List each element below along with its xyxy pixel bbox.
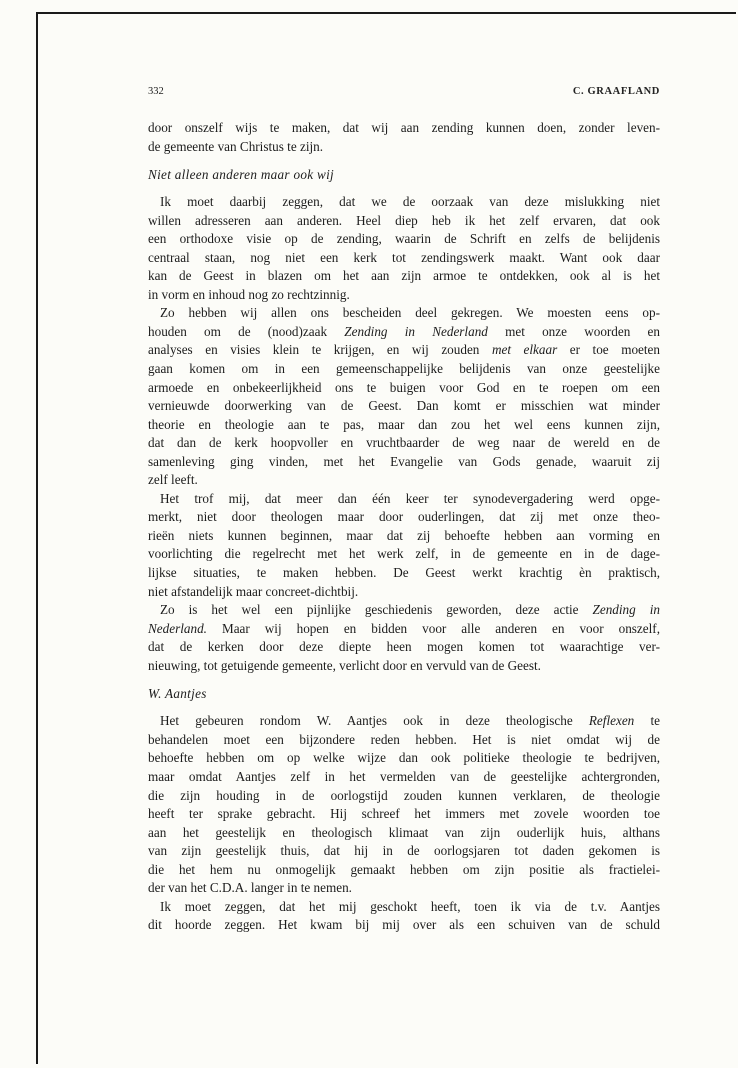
paragraph bbox=[148, 601, 660, 675]
text-line: theorie en theologie aan te pas, maar dan zou het wel eens kunnen zijn, bbox=[148, 416, 660, 432]
text-line: van zijn geestelijk thuis, dat hij in de oorlogsjaren tot daden gekomen is bbox=[148, 843, 660, 859]
text-line: nieuwing, tot getuigende gemeente, verlicht door en vervuld van de Geest. bbox=[148, 657, 541, 673]
article-body bbox=[148, 119, 660, 935]
text-line: dat dan de kerk hoopvoller en vruchtbaarder de weg naar de wereld en de bbox=[148, 435, 660, 451]
text-line: aan het geestelijk en theologisch klimaat van zijn ouderlijk huis, althans bbox=[148, 824, 660, 840]
paragraph bbox=[148, 898, 660, 935]
running-author: C. GRAAFLAND bbox=[572, 86, 660, 97]
italic-term: Zending in bbox=[592, 602, 660, 618]
text-line: die het hem nu onmogelijk gemaakt hebben om zijn positie als fractielei- bbox=[148, 861, 660, 877]
paragraph bbox=[148, 119, 660, 156]
page-number: 332 bbox=[148, 86, 164, 97]
text-line: rieën niets kunnen beginnen, maar dat zij behoefte hebben aan vorming en bbox=[148, 527, 660, 543]
text-line: lijkse situaties, te maken hebben. De Geest werkt krachtig èn praktisch, bbox=[148, 565, 660, 581]
text-line: vernieuwde doorwerking van de Geest. Dan komt er misschien wat minder bbox=[148, 398, 660, 414]
text-line: analyses en visies klein te krijgen, en wij zouden met elkaar er toe moeten bbox=[148, 342, 661, 358]
text-line: heeft ter sprake gebracht. Hij schreef het immers met zovele woorden toe bbox=[148, 806, 660, 822]
text-line: niet afstandelijk maar concreet-dichtbij. bbox=[148, 583, 359, 599]
italic-term: Reflexen bbox=[588, 713, 635, 729]
text-line: gaan komen om in een gemeenschappelijke belijdenis van onze geestelijke bbox=[148, 361, 660, 377]
text-line: Zo hebben wij allen ons bescheiden deel gekregen. We moesten eens op- bbox=[160, 305, 660, 321]
text-line: voorlichting die regelrecht met het werk zelf, in de gemeente en in de dage- bbox=[148, 546, 660, 562]
text-line: dat de kerken door deze diepte heen mogen komen tot waarachtige ver- bbox=[148, 639, 660, 655]
text-line: merkt, niet door theologen maar door ouderlingen, dat zij met onze theo- bbox=[148, 509, 660, 525]
text-line: Het gebeuren rondom W. Aantjes ook in deze theologische Reflexen te bbox=[160, 713, 660, 729]
text-line: Ik moet zeggen, dat het mij geschokt heeft, toen ik via de t.v. Aantjes bbox=[160, 898, 660, 914]
section-heading: Niet alleen anderen maar ook wij bbox=[148, 167, 335, 183]
text-line: Nederland. Maar wij hopen en bidden voor alle anderen en voor onszelf, bbox=[148, 620, 660, 636]
text-line: der van het C.D.A. langer in te nemen. bbox=[148, 880, 352, 896]
section-heading: W. Aantjes bbox=[148, 686, 207, 702]
text-line: kan de Geest in blazen om het aan zijn armoe te ontdekken, ook al is het bbox=[148, 268, 660, 284]
text-line: door onszelf wijs te maken, dat wij aan zending kunnen doen, zonder leven- bbox=[148, 120, 660, 135]
text-line: zelf leeft. bbox=[148, 472, 198, 488]
scan-edge-left bbox=[36, 14, 38, 1064]
text-line: een orthodoxe visie op de zending, waarin de Schrift en zelfs de belijdenis bbox=[148, 231, 660, 247]
paragraph bbox=[148, 490, 660, 601]
text-line: centraal staan, nog niet een kerk tot zendingswerk maakt. Want ook daar bbox=[148, 249, 660, 265]
text-line: maar omdat Aantjes zelf in het vermelden van de geestelijke achtergronden, bbox=[148, 768, 660, 784]
italic-term: met elkaar bbox=[491, 342, 558, 358]
text-line: houden om de (nood)zaak Zending in Nederland met onze woorden en bbox=[148, 323, 660, 339]
text-line: armoede en onbekeerlijkheid ons te buigen voor God en te roepen om een bbox=[148, 379, 660, 395]
text-line: behoefte hebben om op welke wijze dan ook politieke theologie te bedrijven, bbox=[148, 750, 660, 766]
scan-edge-top bbox=[36, 12, 736, 14]
text-line: de gemeente van Christus te zijn. bbox=[148, 138, 324, 154]
text-line: behandelen moet een bijzondere reden hebben. Het is niet omdat wij de bbox=[148, 731, 660, 747]
text-line: Zo is het wel een pijnlijke geschiedenis geworden, deze actie Zending in bbox=[160, 602, 660, 618]
running-header bbox=[148, 86, 660, 97]
italic-term: Zending in Nederland bbox=[344, 323, 488, 339]
text-line: dit hoorde zeggen. Het kwam bij mij over als een schuiven van de schuld bbox=[148, 917, 660, 933]
paragraph bbox=[148, 712, 660, 897]
paragraph bbox=[148, 304, 660, 489]
text-line: willen adresseren aan anderen. Heel diep heb ik het zelf ervaren, dat ook bbox=[148, 212, 660, 228]
paragraph bbox=[148, 193, 660, 304]
text-line: in vorm en inhoud nog zo rechtzinnig. bbox=[148, 286, 350, 302]
text-line: samenleving ging vinden, met het Evangelie van Gods genade, waaruit zij bbox=[148, 453, 660, 469]
text-line: Het trof mij, dat meer dan één keer ter synodevergadering werd opge- bbox=[160, 490, 660, 506]
text-line: Ik moet daarbij zeggen, dat we de oorzaak van deze mislukking niet bbox=[160, 194, 660, 210]
italic-term: Nederland. bbox=[148, 620, 207, 636]
text-line: die zijn houding in de oorlogstijd zouden kunnen verklaren, de theologie bbox=[148, 787, 660, 803]
